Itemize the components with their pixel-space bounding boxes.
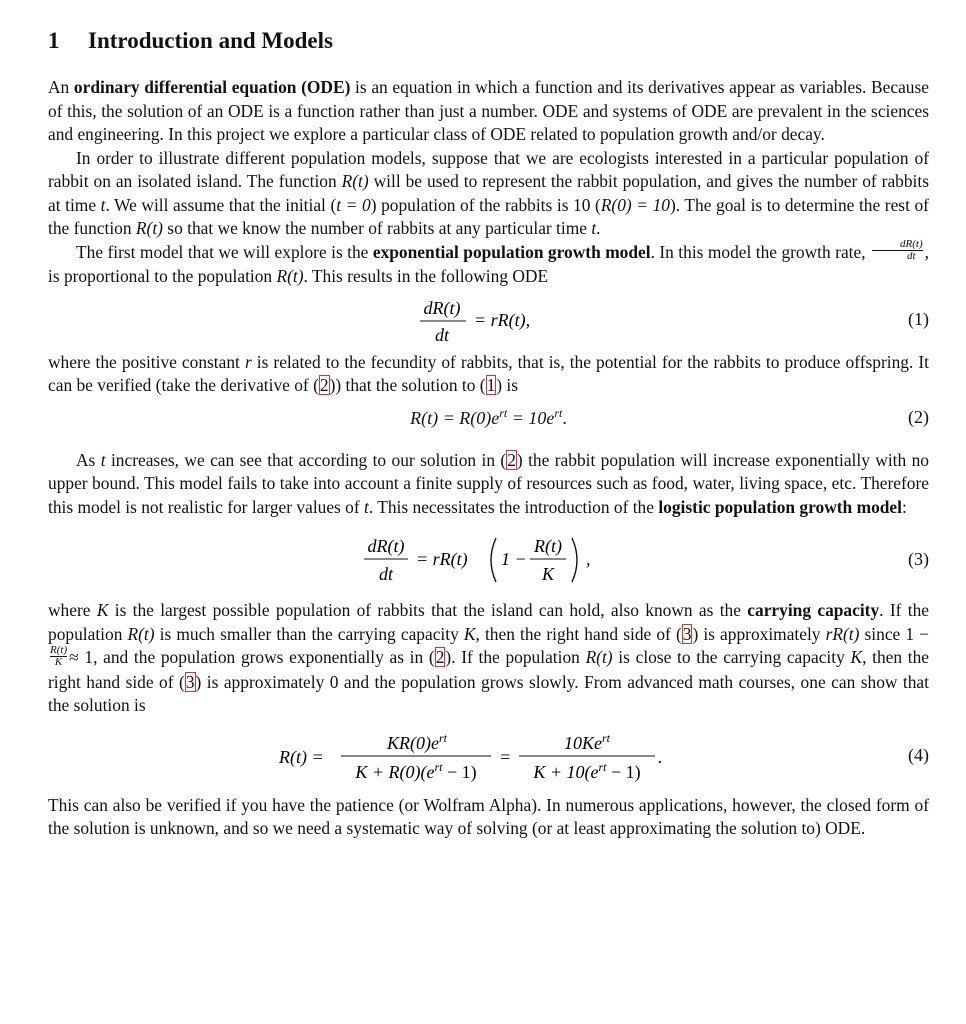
equation-3-body [364, 524, 614, 594]
eq4-num2: $10Ke^{rt}$ [563, 730, 610, 753]
eq4-num1: $KR(0)e^{rt}$ [386, 730, 447, 753]
term-logistic-model: logistic population growth model [658, 496, 902, 517]
equation-4 [48, 718, 929, 794]
equation-1-body [394, 292, 584, 348]
equation-2-number: (2) [908, 407, 929, 427]
eq1-numerator: dR(t) [423, 297, 460, 318]
eq4-eqsign: = [498, 746, 511, 767]
section-title: Introduction and Models [88, 28, 333, 53]
paragraph-closing: This can also be verified if you have the patience (or Wolfram Alpha). In numerous applications, however, the closed form of the solution is unknown, and so we need a systematic way of solving (or at least approximating the solution to) ODE. [48, 794, 929, 838]
eq3-inner-denominator: K [541, 564, 554, 584]
eq2-body: $R(t) = R(0)e^{rt} = 10e^{rt}$. [410, 406, 567, 428]
paragraph-rabbits: In order to illustrate different population models, suppose that we are ecologists interested in a particular population of rabbit on an isolated island. The function R(t) will be used to represent the rabbit population, and gives the number of rabbits at time t. We will assume that the initial (t = 0) population of the rabbits is 10 (R(0) = 10). The goal is to determine the rest of the function R(t) so that we know the number of rabbits at any particular time t. [48, 147, 929, 238]
eq1-denominator: dt [434, 324, 449, 345]
equation-4-body [279, 723, 699, 789]
inline-fraction-RK: $\frac{R(t)}{K}$ [50, 643, 68, 668]
eq3-rhs: = rR(t) [415, 549, 468, 569]
equation-ref-3b[interactable]: 3 [185, 671, 195, 692]
inline-fraction-dRdt: $\frac{dR(t)}{dt}$ [872, 239, 923, 262]
eq3-end: , [585, 549, 590, 569]
equation-3-number: (3) [908, 548, 929, 569]
eq3-right-paren [572, 538, 577, 582]
paragraph-intro: An ordinary differential equation (ODE) is an equation in which a function and its derivatives appear as variables. Because of this, the solution of an ODE is a function rather than just a number. ODE and systems of ODE are prevalent in the sciences and engineering. In this project we explore a particular class of ODE related to population growth and/or decay. [48, 77, 929, 144]
paragraph-fecundity: where the positive constant r is related to the fecundity of rabbits, that is, the potential for the rabbits to produce offspring. It can be verified (take the derivative of (2)) that the solution to (1) is [48, 351, 929, 395]
equation-4-number: (4) [908, 745, 929, 765]
equation-2 [48, 398, 929, 438]
equation-ref-1[interactable]: 1 [486, 375, 496, 395]
equation-ref-3[interactable]: 3 [682, 623, 692, 644]
term-ode: ordinary differential equation (ODE) [73, 77, 351, 97]
eq3-left-paren [491, 538, 496, 582]
equation-ref-2c[interactable]: 2 [435, 647, 445, 667]
equation-ref-2b[interactable]: 2 [507, 449, 516, 470]
eq3-inner-numerator: R(t) [533, 536, 562, 556]
equation-3 [48, 519, 929, 599]
paragraph-logistic-intro: As t increases, we can see that according to our solution in (2) the rabbit population will increase exponentially with no upper bound. This model fails to take into account a finite supply of resources such as food, water, living space, etc. Therefore this model is not realistic for larger values of t. This necessitates the introduction of the logistic population growth model: [48, 449, 929, 517]
section-heading [48, 26, 929, 56]
section-number: 1 [48, 28, 60, 53]
eq3-denominator: dt [378, 564, 393, 584]
eq3-inner: 1 − [500, 549, 527, 569]
equation-ref-2[interactable]: 2 [319, 375, 329, 395]
eq3-numerator: dR(t) [367, 536, 404, 556]
term-exponential-model: exponential population growth model [372, 241, 651, 262]
equation-1-number: (1) [908, 309, 929, 329]
eq1-rhs: = rR(t), [473, 309, 530, 330]
paragraph-carrying-capacity: where K is the largest possible population of rabbits that the island can hold, also known as the carrying capacity. If the population R(t) is much smaller than the carrying capacity K, then the right hand side of (3) is approximately rR(t) since 1 − $\frac{R(t)}{K}$ ≈ 1, and the population grows exponentially as in (2). If the population R(t) is close to the carrying capacity K, then the right hand side of (3) is approximately 0 and the population grows slowly. From advanced math courses, one can show that the solution is [48, 600, 930, 715]
page [48, 26, 929, 841]
paragraph-exponential: The first model that we will explore is the exponential population growth model. In this model the growth rate, $\frac{dR(t)}{dt}$ , is proportional to the population R(t). This results in the following ODE [48, 238, 929, 286]
eq4-lhs: R(t) = [278, 746, 324, 767]
eq4-end: . [657, 746, 662, 767]
term-carrying-capacity: carrying capacity [747, 600, 880, 620]
equation-1 [48, 289, 929, 351]
eq4-den2: $K + 10(e^{rt} - 1)$ [532, 759, 641, 782]
eq4-den1: $K + R(0)(e^{rt} - 1)$ [354, 759, 477, 782]
